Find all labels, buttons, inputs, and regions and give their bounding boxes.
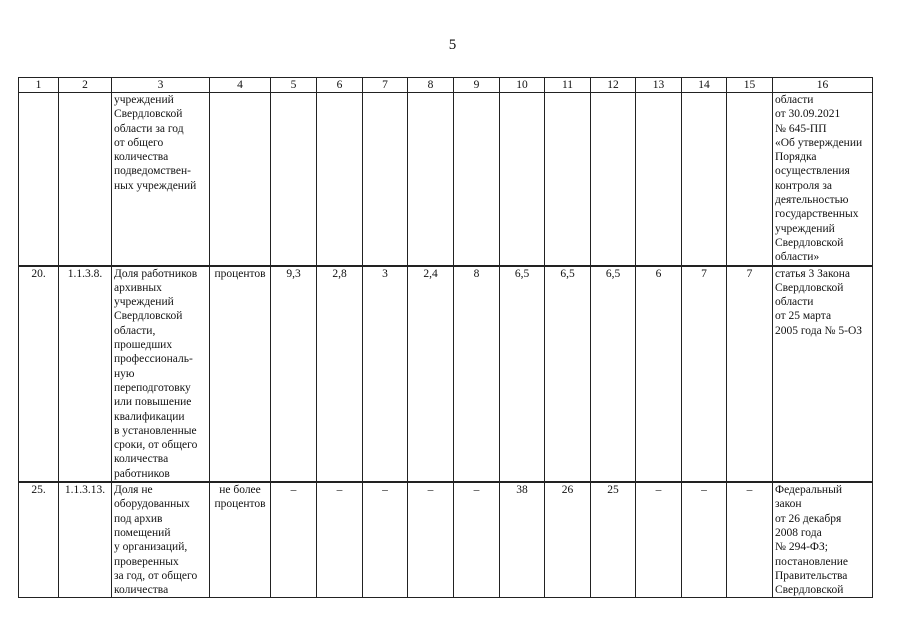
- unit-cell: не более процентов: [210, 482, 271, 598]
- header-cell: 14: [682, 78, 727, 93]
- value-cell: –: [636, 482, 682, 598]
- value-cell: [317, 93, 363, 266]
- code-cell: [59, 93, 112, 266]
- header-cell: 10: [500, 78, 545, 93]
- table-row: [19, 93, 873, 266]
- indicator-name-cell: Доля работников архивных учреждений Свердловской области, прошедших профессиональ- ную переподготовку или повышение квалификации в установленные сроки, от общего количества работников: [112, 266, 210, 482]
- value-cell: 25: [591, 482, 636, 598]
- unit-cell: [210, 93, 271, 266]
- header-cell: 8: [408, 78, 454, 93]
- row-number-cell: 20.: [19, 266, 59, 482]
- table-row: [19, 266, 873, 482]
- value-cell: –: [454, 482, 500, 598]
- legal-basis-cell: области от 30.09.2021 № 645-ПП «Об утверждении Порядка осуществления контроля за деятельностью государственных учреждений Свердловской области»: [773, 93, 873, 266]
- value-cell: 6,5: [591, 266, 636, 482]
- header-cell: 12: [591, 78, 636, 93]
- value-cell: 26: [545, 482, 591, 598]
- value-cell: [636, 93, 682, 266]
- value-cell: –: [317, 482, 363, 598]
- value-cell: [545, 93, 591, 266]
- table-header-row: [19, 78, 873, 93]
- value-cell: 7: [682, 266, 727, 482]
- indicator-name-cell: Доля не оборудованных под архив помещений у организаций, проверенных за год, от общего количества: [112, 482, 210, 598]
- indicator-name-cell: учреждений Свердловской области за год от общего количества подведомствен- ных учреждений: [112, 93, 210, 266]
- header-cell: 11: [545, 78, 591, 93]
- header-cell: 16: [773, 78, 873, 93]
- value-cell: [500, 93, 545, 266]
- header-cell: 4: [210, 78, 271, 93]
- value-cell: 8: [454, 266, 500, 482]
- value-cell: 6,5: [545, 266, 591, 482]
- row-number-cell: 25.: [19, 482, 59, 598]
- value-cell: 6,5: [500, 266, 545, 482]
- value-cell: –: [363, 482, 408, 598]
- header-cell: 1: [19, 78, 59, 93]
- code-cell: 1.1.3.13.: [59, 482, 112, 598]
- value-cell: –: [682, 482, 727, 598]
- value-cell: –: [271, 482, 317, 598]
- header-cell: 13: [636, 78, 682, 93]
- value-cell: [408, 93, 454, 266]
- value-cell: [363, 93, 408, 266]
- value-cell: 9,3: [271, 266, 317, 482]
- header-cell: 5: [271, 78, 317, 93]
- header-cell: 3: [112, 78, 210, 93]
- value-cell: [271, 93, 317, 266]
- header-cell: 2: [59, 78, 112, 93]
- indicators-table: [18, 77, 873, 598]
- header-cell: 7: [363, 78, 408, 93]
- value-cell: [591, 93, 636, 266]
- value-cell: 2,4: [408, 266, 454, 482]
- value-cell: 38: [500, 482, 545, 598]
- value-cell: [682, 93, 727, 266]
- value-cell: 2,8: [317, 266, 363, 482]
- value-cell: [454, 93, 500, 266]
- value-cell: –: [727, 482, 773, 598]
- code-cell: 1.1.3.8.: [59, 266, 112, 482]
- header-cell: 15: [727, 78, 773, 93]
- value-cell: 7: [727, 266, 773, 482]
- header-cell: 9: [454, 78, 500, 93]
- row-number-cell: [19, 93, 59, 266]
- table-row: [19, 482, 873, 598]
- value-cell: 6: [636, 266, 682, 482]
- value-cell: 3: [363, 266, 408, 482]
- page-number: 5: [448, 37, 457, 53]
- legal-basis-cell: Федеральный закон от 26 декабря 2008 года № 294-ФЗ; постановление Правительства Свердловской: [773, 482, 873, 598]
- value-cell: –: [408, 482, 454, 598]
- legal-basis-cell: статья 3 Закона Свердловской области от 25 марта 2005 года № 5-ОЗ: [773, 266, 873, 482]
- unit-cell: процентов: [210, 266, 271, 482]
- value-cell: [727, 93, 773, 266]
- header-cell: 6: [317, 78, 363, 93]
